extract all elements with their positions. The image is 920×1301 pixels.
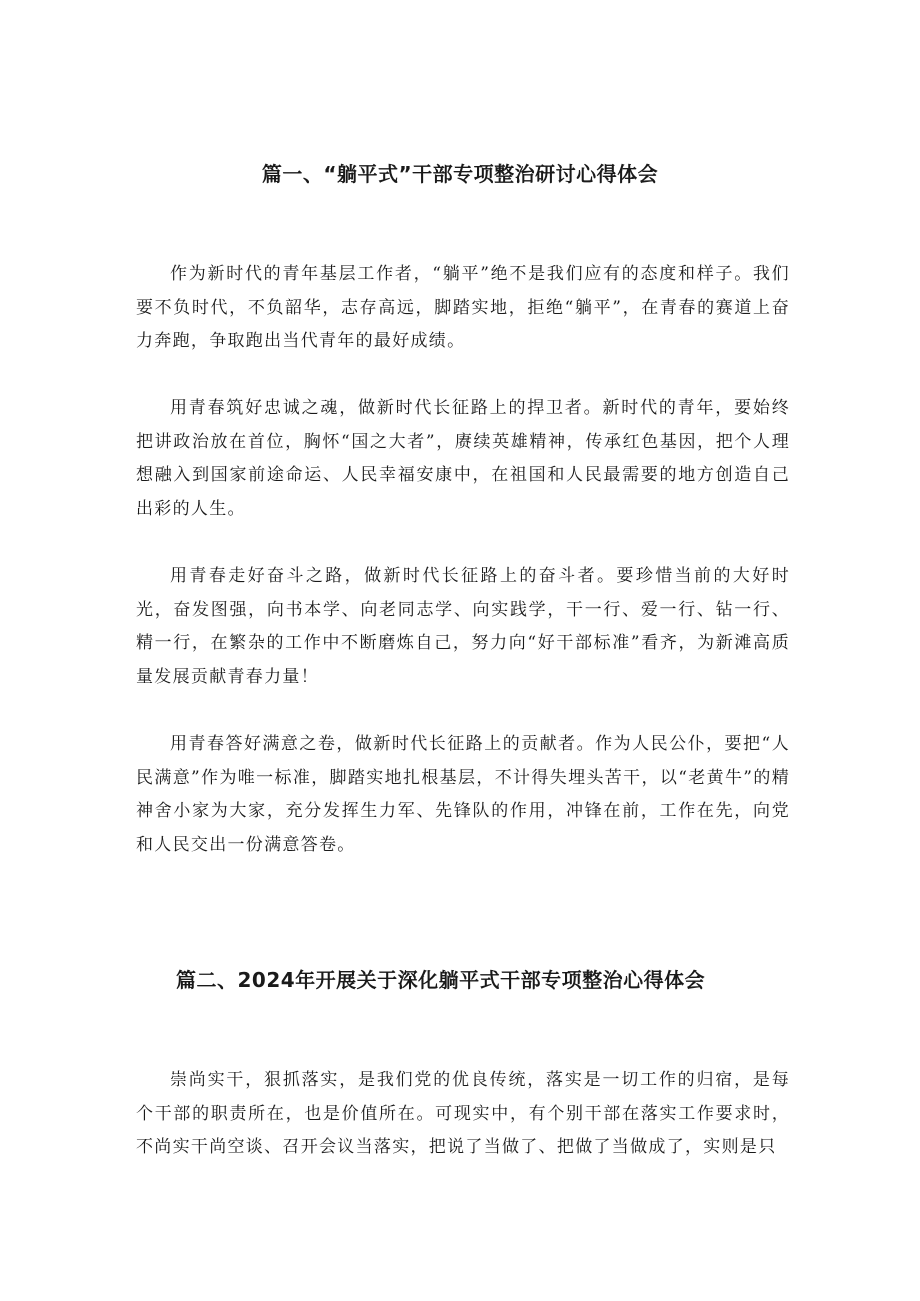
section-1-paragraph-1: 作为新时代的青年基层工作者，“躺平”绝不是我们应有的态度和样子。我们要不负时代，不负韶华，志存高远，脚踏实地，拒绝“躺平”，在青春的赛道上奋力奔跑，争取跑出当代青年的最好成绩。 [136,264,790,351]
section-2-paragraph-1: 崇尚实干，狠抓落实，是我们党的优良传统，落实是一切工作的归宿，是每个干部的职责所在，也是价值所在。可现实中，有个别干部在落实工作要求时，不尚实干尚空谈、召开会议当落实，把说了当做了、把做了当做成了，实则是只 [136,1070,790,1157]
section-1-paragraph-4: 用青春答好满意之卷，做新时代长征路上的贡献者。作为人民公仆，要把“人民满意”作为唯一标准，脚踏实地扎根基层，不计得失埋头苦干，以“老黄牛”的精神舍小家为大家，充分发挥生力军、先锋队的作用，冲锋在前，工作在先，向党和人民交出一份满意答卷。 [136,734,790,855]
section-2-title: 篇二、2024年开展关于深化躺平式干部专项整治心得体会 [176,968,706,992]
section-1-paragraph-2: 用青春筑好忠诚之魂，做新时代长征路上的捍卫者。新时代的青年，要始终把讲政治放在首位，胸怀“国之大者”，赓续英雄精神，传承红色基因，把个人理想融入到国家前途命运、人民幸福安康中，在祖国和人民最需要的地方创造自己出彩的人生。 [136,398,790,519]
section-1-paragraph-3: 用青春走好奋斗之路，做新时代长征路上的奋斗者。要珍惜当前的大好时光，奋发图强，向书本学、向老同志学、向实践学，干一行、爱一行、钻一行、精一行，在繁杂的工作中不断磨炼自己，努力向“好干部标准”看齐，为新滩高质量发展贡献青春力量！ [136,566,790,687]
section-1-title: 篇一、“躺平式”干部专项整治研讨心得体会 [261,162,659,186]
